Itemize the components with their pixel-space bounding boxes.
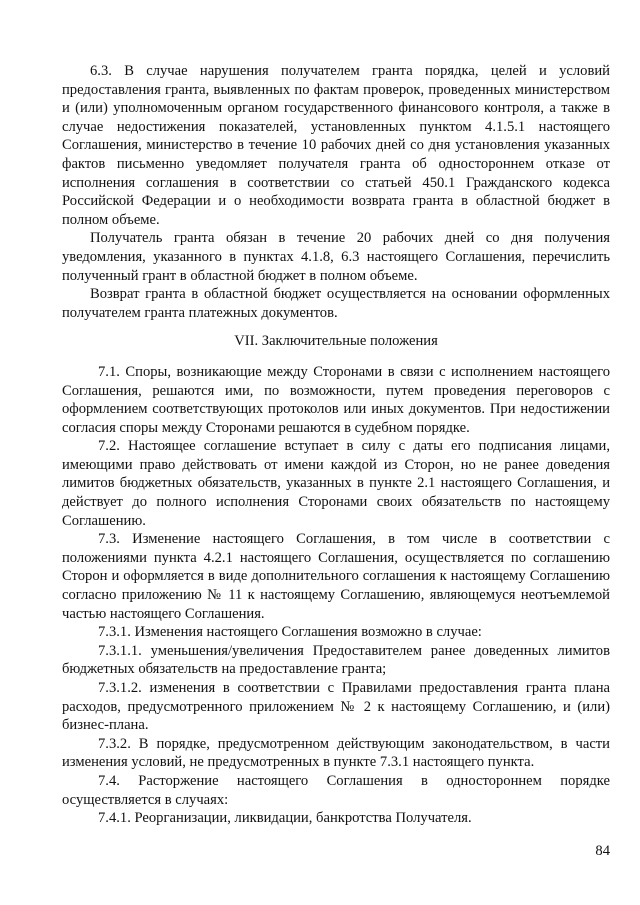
paragraph-6-3: 6.3. В случае нарушения получателем гранта порядка, целей и условий предоставления гранта, выявленных по фактам проверок, проведенных министерством и (или) уполномоченным органом государственного финансового контроля, а также в случае недостижения показателей, установленных пунктом 4.1.5.1 настоящего Соглашения, министерство в течение 10 рабочих дней со дня установления указанных фактов письменно уведомляет получателя гранта об одностороннем отказе от исполнения соглашения в соответствии со статьей 450.1 Гражданского кодекса Российской Федерации и о необходимости возврата гранта в областной бюджет в полном объеме. [62, 63, 610, 228]
paragraph-7-3-1-2: 7.3.1.2. изменения в соответствии с Правилами предоставления гранта плана расходов, предусмотренного приложением № 2 к настоящему Соглашению, и (или) бизнес-плана. [62, 680, 610, 734]
paragraph-grant-return-obligation: Получатель гранта обязан в течение 20 рабочих дней со дня получения уведомления, указанного в пунктах 4.1.8, 6.3 настоящего Соглашения, перечислить полученный грант в областной бюджет в полном объеме. [62, 230, 610, 284]
document-page [62, 62, 610, 828]
section-title: VII. Заключительные положения [234, 333, 438, 350]
paragraph-grant-return-basis: Возврат гранта в областной бюджет осуществляется на основании оформленных получателем гранта платежных документов. [62, 286, 610, 321]
paragraph-7-4: 7.4. Расторжение настоящего Соглашения в одностороннем порядке осуществляется в случаях: [62, 772, 610, 808]
page-number: 84 [595, 843, 610, 859]
paragraph-7-3-2: 7.3.2. В порядке, предусмотренном действующим законодательством, в части изменения условий, не предусмотренных в пункте 7.3.1 настоящего пункта. [62, 735, 610, 771]
paragraph-7-1: 7.1. Споры, возникающие между Сторонами в связи с исполнением настоящего Соглашения, решаются ими, по возможности, путем проведения переговоров с оформлением соответствующих протоколов или иных документов. При недостижении согласия споры между Сторонами решаются в судебном порядке. [62, 363, 610, 436]
paragraph-7-2: 7.2. Настоящее соглашение вступает в силу с даты его подписания лицами, имеющими право действовать от имени каждой из Сторон, но не ранее доведения лимитов бюджетных обязательств, указанных в пункте 2.1 настоящего Соглашения, и действует до полного исполнения Сторонами своих обязательств по настоящему Соглашению. [62, 438, 610, 529]
paragraph-7-3: 7.3. Изменение настоящего Соглашения, в том числе в соответствии с положениями пункта 4.2.1 настоящего Соглашения, осуществляется по соглашению Сторон и оформляется в виде дополнительного соглашения к настоящему Соглашению согласно приложению № 11 к настоящему Соглашению, являющемуся неотъемлемой частью настоящего Соглашения. [62, 531, 610, 622]
paragraph-7-3-1-1: 7.3.1.1. уменьшения/увеличения Предоставителем ранее доведенных лимитов бюджетных обязательств на предоставление гранта; [62, 642, 610, 678]
paragraph-7-4-1: 7.4.1. Реорганизации, ликвидации, банкротства Получателя. [98, 810, 472, 827]
paragraph-7-3-1: 7.3.1. Изменения настоящего Соглашения возможно в случае: [98, 624, 482, 641]
